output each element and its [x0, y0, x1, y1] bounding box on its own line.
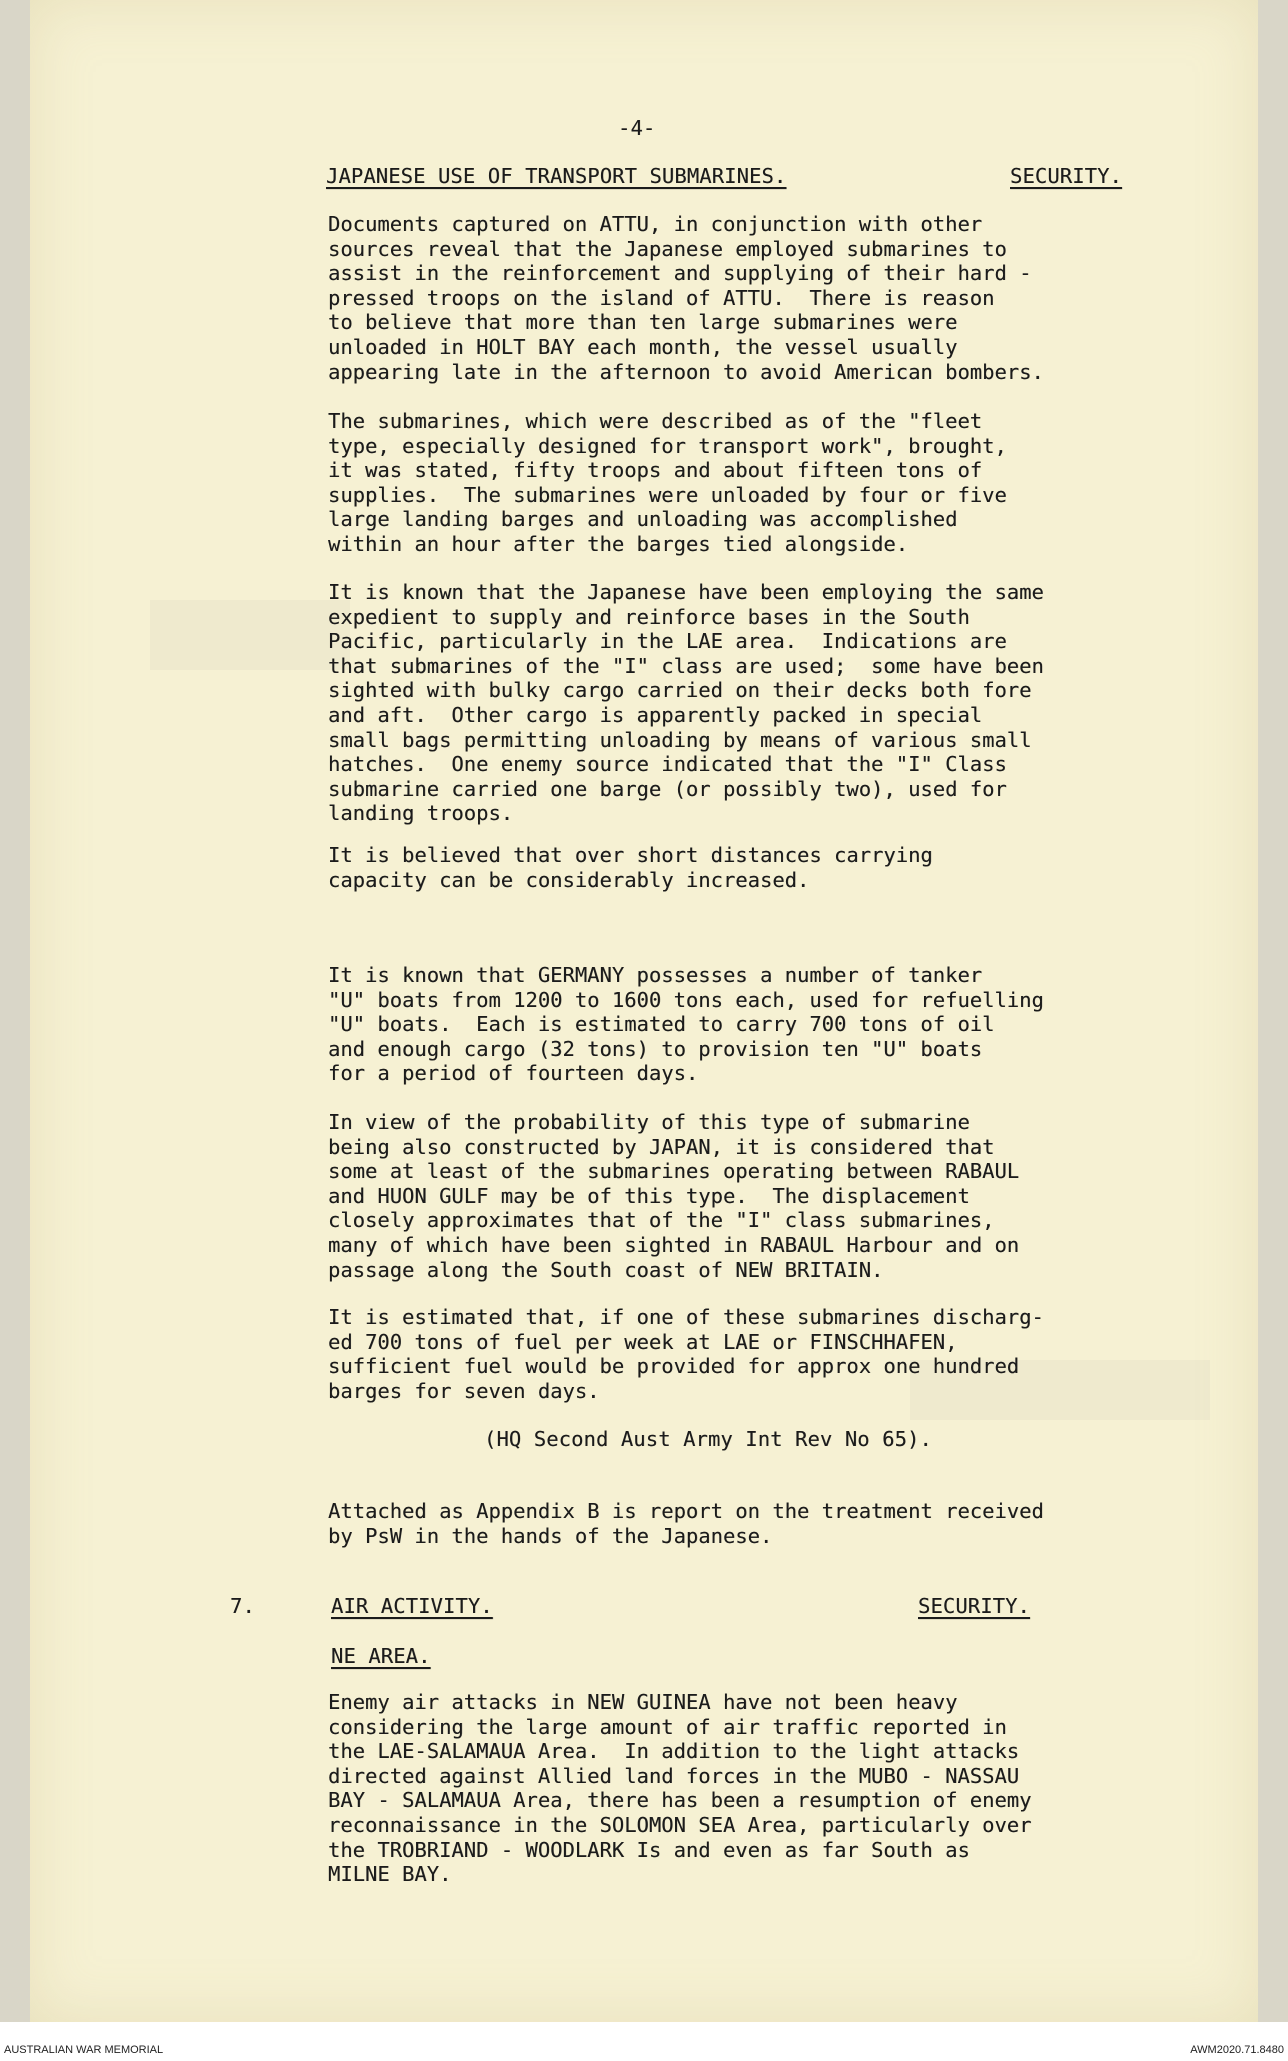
text-line: It is known that the Japanese have been employing the same: [328, 580, 1044, 604]
text-line: closely approximates that of the "I" class submarines,: [328, 1208, 995, 1233]
text-line: and HUON GULF may be of this type. The displacement: [328, 1183, 970, 1208]
section-number: 7.: [230, 1594, 255, 1618]
text-line: In view of the probability of this type of submarine: [328, 1110, 970, 1134]
paragraph-japan-construction: [328, 1110, 1188, 1282]
paragraph-south-pacific: [328, 580, 1188, 826]
paragraph-germany-tankers: [328, 963, 1188, 1086]
text-line: Enemy air attacks in NEW GUINEA have not been heavy: [328, 1690, 958, 1714]
text-line: appearing late in the afternoon to avoid American bombers.: [328, 359, 1044, 384]
text-line: some at least of the submarines operating between RABAUL: [328, 1159, 1020, 1184]
paragraph-fleet-type: [328, 409, 1188, 557]
text-line: and enough cargo (32 tons) to provision ten "U" boats: [328, 1036, 983, 1061]
text-line: capacity can be considerably increased.: [328, 867, 810, 892]
text-line: It is known that GERMANY possesses a number of tanker: [328, 963, 983, 987]
text-line: It is believed that over short distances carrying: [328, 843, 933, 867]
text-line: landing troops.: [328, 801, 514, 826]
paragraph-fuel-estimate: [328, 1305, 1188, 1403]
text-line: large landing barges and unloading was accomplished: [328, 507, 958, 532]
paragraph-attu: [328, 212, 1188, 384]
subheading-ne-area: NE AREA.: [331, 1644, 431, 1668]
text-line: Documents captured on ATTU, in conjunction with other: [328, 212, 983, 236]
text-line: barges for seven days.: [328, 1378, 600, 1403]
text-line: assist in the reinforcement and supplying of their hard -: [328, 261, 1032, 286]
text-line: to believe that more than ten large submarines were: [328, 310, 958, 335]
text-line: BAY - SALAMAUA Area, there has been a resumption of enemy: [328, 1788, 1032, 1813]
text-line: for a period of fourteen days.: [328, 1061, 699, 1086]
text-line: It is estimated that, if one of these submarines discharg-: [328, 1305, 1044, 1329]
text-line: considering the large amount of air traffic reported in: [328, 1714, 1007, 1739]
text-line: sufficient fuel would be provided for approx one hundred: [328, 1354, 1020, 1379]
text-line: submarine carried one barge (or possibly two), used for: [328, 776, 1007, 801]
footer-accession-number: AWM2020.71.8480: [1190, 2044, 1284, 2056]
text-line: sources reveal that the Japanese employed submarines to: [328, 236, 1007, 261]
source-citation: (HQ Second Aust Army Int Rev No 65).: [484, 1427, 932, 1451]
text-line: reconnaissance in the SOLOMON SEA Area, particularly over: [328, 1812, 1032, 1837]
text-line: ed 700 tons of fuel per week at LAE or FINSCHHAFEN,: [328, 1329, 958, 1354]
text-line: directed against Allied land forces in the MUBO - NASSAU: [328, 1763, 1020, 1788]
text-line: sighted with bulky cargo carried on their decks both fore: [328, 678, 1032, 703]
text-line: expedient to supply and reinforce bases in the South: [328, 604, 970, 629]
text-line: small bags permitting unloading by means of various small: [328, 727, 1032, 752]
text-line: The submarines, which were described as of the "fleet: [328, 409, 983, 433]
text-line: passage along the South coast of NEW BRITAIN.: [328, 1257, 884, 1282]
text-line: "U" boats. Each is estimated to carry 700 tons of oil: [328, 1012, 995, 1037]
text-line: and aft. Other cargo is apparently packed in special: [328, 702, 983, 727]
text-line: many of which have been sighted in RABAUL Harbour and on: [328, 1232, 1020, 1257]
text-line: within an hour after the barges tied alongside.: [328, 531, 909, 556]
text-line: the TROBRIAND - WOODLARK Is and even as far South as: [328, 1837, 970, 1862]
bleed-through-mark: [150, 600, 350, 670]
text-line: being also constructed by JAPAN, it is considered that: [328, 1134, 995, 1159]
text-line: pressed troops on the island of ATTU. There is reason: [328, 285, 995, 310]
text-line: it was stated, fifty troops and about fifteen tons of: [328, 458, 983, 483]
text-line: the LAE-SALAMAUA Area. In addition to the light attacks: [328, 1739, 1020, 1764]
page-number: -4-: [618, 116, 656, 140]
text-line: MILNE BAY.: [328, 1862, 452, 1887]
paragraph-appendix-note: [328, 1499, 1188, 1548]
text-line: "U" boats from 1200 to 1600 tons each, used for refuelling: [328, 987, 1044, 1012]
text-line: supplies. The submarines were unloaded by four or five: [328, 482, 1007, 507]
text-line: hatches. One enemy source indicated that the "I" Class: [328, 752, 1007, 777]
classification-security-1: SECURITY.: [1010, 164, 1122, 188]
paragraph-air-attacks: [328, 1690, 1188, 1887]
text-line: Attached as Appendix B is report on the treatment received: [328, 1499, 1044, 1523]
footer-institution: AUSTRALIAN WAR MEMORIAL: [4, 2044, 164, 2056]
classification-security-2: SECURITY.: [918, 1594, 1030, 1618]
section-title-transport: JAPANESE USE OF TRANSPORT SUBMARINES.: [326, 164, 787, 188]
section-title-air: AIR ACTIVITY.: [331, 1594, 493, 1618]
text-line: by PsW in the hands of the Japanese.: [328, 1523, 773, 1548]
archive-footer: [0, 2022, 1288, 2061]
text-line: unloaded in HOLT BAY each month, the vessel usually: [328, 334, 958, 359]
text-line: Pacific, particularly in the LAE area. Indications are: [328, 629, 1007, 654]
paragraph-carrying-capacity: [328, 843, 1188, 892]
text-line: type, especially designed for transport work", brought,: [328, 433, 1007, 458]
text-line: that submarines of the "I" class are used; some have been: [328, 653, 1044, 678]
